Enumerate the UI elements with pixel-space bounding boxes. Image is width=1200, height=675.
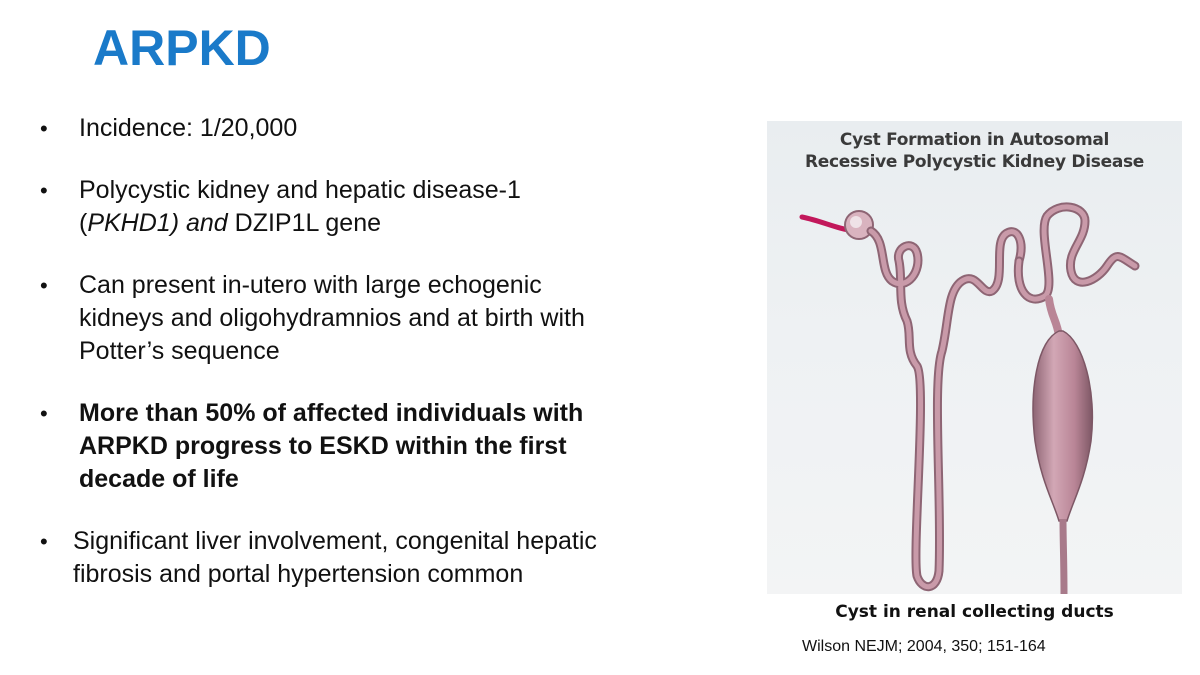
collecting-duct-shadow (1018, 207, 1135, 299)
figure-caption: Cyst in renal collecting ducts (835, 602, 1114, 622)
bullet-presentation (40, 269, 740, 368)
bullet-text-line-2: ARPKD progress to ESKD within the first (79, 432, 567, 460)
bullet-text-line-2: DZIP1L gene (227, 209, 382, 237)
bullet-text: Incidence: 1/20,000 (79, 114, 298, 142)
bullet-text-line-2: fibrosis and portal hypertension common (73, 560, 524, 588)
bullet-incidence (40, 112, 740, 145)
figure-title-line-1: Cyst Formation in Autosomal (839, 130, 1110, 150)
cyst-formation-illustration (767, 121, 1182, 594)
bullet-text-line-3: Potter’s sequence (79, 337, 280, 365)
glomerulus-highlight (850, 216, 862, 228)
bullet-text-line-1: More than 50% of affected individuals with (79, 399, 584, 427)
bullet-text-line-1: Polycystic kidney and hepatic disease-1 (79, 176, 521, 204)
cyst-shape (1033, 331, 1092, 521)
bullet-text-line-2: kidneys and oligohydramnios and at birth with (79, 304, 585, 332)
slide-title: ARPKD (93, 20, 271, 76)
duct-neck (1049, 299, 1059, 336)
bullet-marker: • (40, 116, 48, 141)
bullet-list (40, 112, 740, 620)
nephron-tubule (871, 231, 1021, 587)
figure-citation: Wilson NEJM; 2004, 350; 151-164 (802, 638, 1046, 655)
bullet-marker: • (40, 273, 48, 298)
tubule-illustration (767, 121, 1182, 594)
bullet-text-line-1: Significant liver involvement, congenital hepatic (73, 527, 597, 555)
lower-duct (1063, 519, 1064, 594)
bullet-marker: • (40, 178, 48, 203)
bullet-liver (40, 525, 740, 591)
bullet-genes (40, 174, 740, 240)
gene-name-italic: PKHD1) and (87, 209, 228, 237)
bullet-marker: • (40, 529, 48, 554)
bullet-progression (40, 397, 740, 496)
bullet-text-line-3: decade of life (79, 465, 239, 493)
bullet-text-paren: ( (79, 209, 88, 237)
figure-title-line-2: Recessive Polycystic Kidney Disease (804, 152, 1145, 172)
bullet-marker: • (40, 401, 48, 426)
bullet-text-line-1: Can present in-utero with large echogenic (79, 271, 542, 299)
figure-title (767, 129, 1182, 173)
